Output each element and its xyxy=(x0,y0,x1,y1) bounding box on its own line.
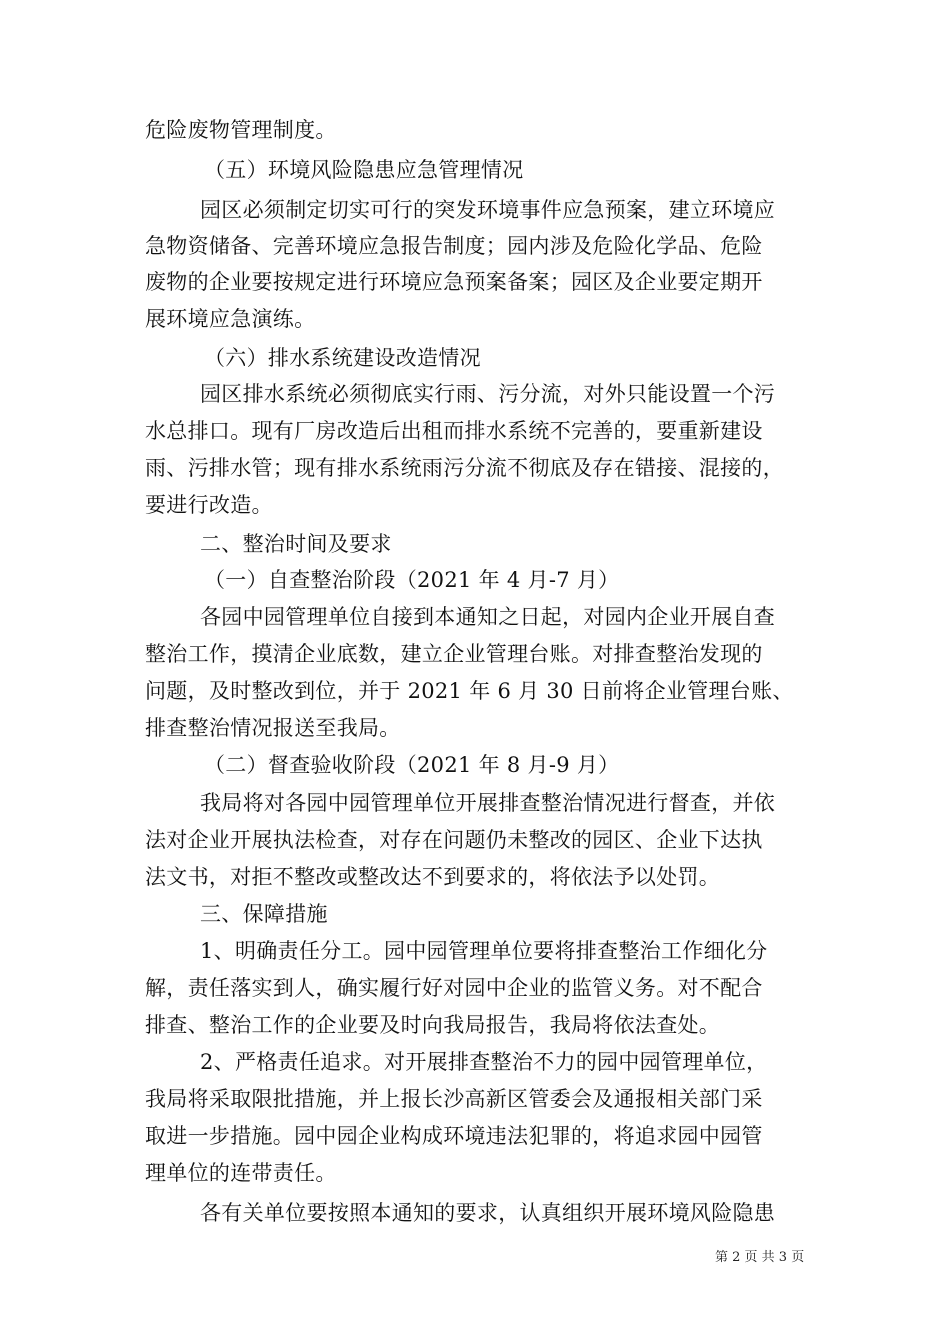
section-heading: （六）排水系统建设改造情况 xyxy=(204,346,481,370)
text-line: 要进行改造。 xyxy=(145,493,273,517)
text-line: 各园中园管理单位自接到本通知之日起，对园内企业开展自查 xyxy=(200,605,776,629)
text-line: 雨、污排水管；现有排水系统雨污分流不彻底及存在错接、混接的， xyxy=(145,456,784,480)
text-line: 问题，及时整改到位，并于 2021 年 6 月 30 日前将企业管理台账、 xyxy=(145,679,794,703)
text-line: 我局将对各园中园管理单位开展排查整治情况进行督查，并依 xyxy=(200,791,776,815)
text-line: 法对企业开展执法检查，对存在问题仍未整改的园区、企业下达执 xyxy=(145,828,763,852)
text-line: 2、严格责任追求。对开展排查整治不力的园中园管理单位， xyxy=(200,1050,768,1074)
text-line: 展环境应急演练。 xyxy=(145,307,316,331)
text-line: 1、明确责任分工。园中园管理单位要将排查整治工作细化分 xyxy=(200,939,768,963)
text-line: 园区必须制定切实可行的突发环境事件应急预案，建立环境应 xyxy=(200,198,776,222)
text-line: 排查、整治工作的企业要及时向我局报告，我局将依法查处。 xyxy=(145,1013,721,1037)
text-line: 整治工作，摸清企业底数，建立企业管理台账。对排查整治发现的 xyxy=(145,642,763,666)
text-line: 理单位的连带责任。 xyxy=(145,1161,337,1185)
text-line: 法文书，对拒不整改或整改达不到要求的，将依法予以处罚。 xyxy=(145,865,721,889)
section-heading: （一）自查整治阶段（2021 年 4 月-7 月） xyxy=(204,568,620,592)
text-line: 园区排水系统必须彻底实行雨、污分流，对外只能设置一个污 xyxy=(200,382,776,406)
text-line: 急物资储备、完善环境应急报告制度；园内涉及危险化学品、危险 xyxy=(145,234,763,258)
text-line: 解，责任落实到人，确实履行好对园中企业的监管义务。对不配合 xyxy=(145,976,763,1000)
section-heading: 三、保障措施 xyxy=(200,902,328,926)
text-line: 排查整治情况报送至我局。 xyxy=(145,716,401,740)
text-line: 废物的企业要按规定进行环境应急预案备案；园区及企业要定期开 xyxy=(145,270,763,294)
section-heading: （二）督查验收阶段（2021 年 8 月-9 月） xyxy=(204,753,620,777)
text-line: 各有关单位要按照本通知的要求，认真组织开展环境风险隐患 xyxy=(200,1201,776,1225)
text-line: 水总排口。现有厂房改造后出租而排水系统不完善的，要重新建设 xyxy=(145,419,763,443)
text-line: 我局将采取限批措施，并上报长沙高新区管委会及通报相关部门采 xyxy=(145,1087,763,1111)
text-line: 取进一步措施。园中园企业构成环境违法犯罪的，将追求园中园管 xyxy=(145,1124,763,1148)
text-line: 危险废物管理制度。 xyxy=(145,118,337,142)
section-heading: （五）环境风险隐患应急管理情况 xyxy=(204,158,524,182)
section-heading: 二、整治时间及要求 xyxy=(200,532,392,556)
page-number: 第 2 页 共 3 页 xyxy=(715,1250,805,1265)
